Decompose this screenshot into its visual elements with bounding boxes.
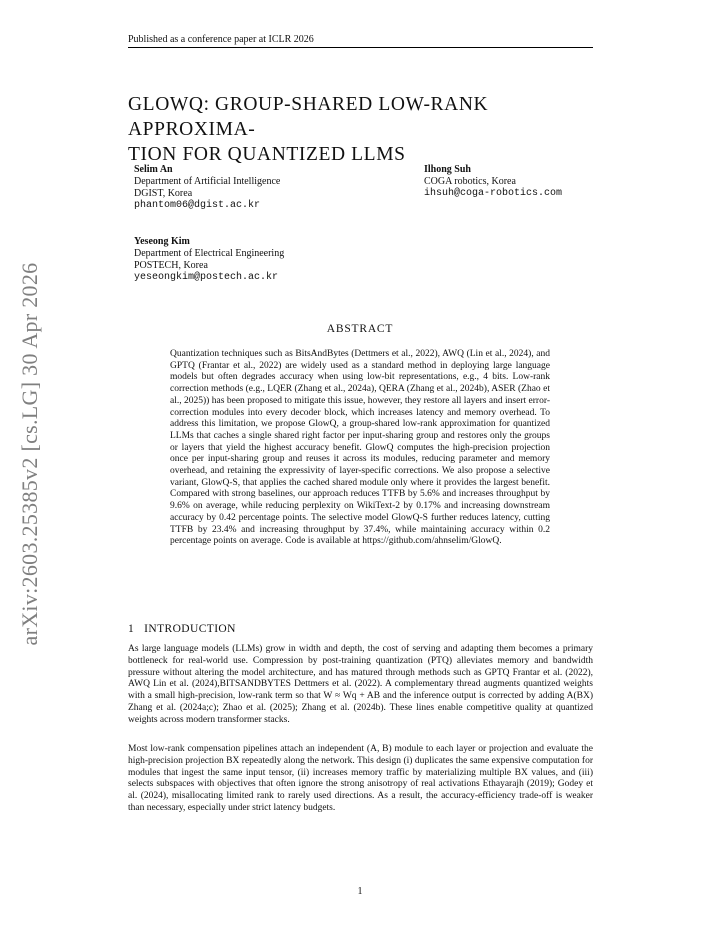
author-affiliation: COGA robotics, Korea xyxy=(424,176,516,187)
author-affiliation: DGIST, Korea xyxy=(134,188,193,199)
intro-paragraph-1: As large language models (LLMs) grow in width and depth, the cost of serving and adapting them becomes a primary bottleneck for real-world use. Compression by post-training quantization (PTQ) alleviates memory and bandwidth pressure without altering the model architecture, and has matured through methods such as GPTQ Frantar et al. (2022), AWQ Lin et al. (2024),BITSANDBYTES Dettmers et al. (2022). A complementary thread augments quantized weights with a small high-precision, low-rank term so that W ≈ Wq + AB and the inference output is corrected by adding A(BX) Zhang et al. (2024a;c); Zhao et al. (2025); Zhang et al. (2024b). These lines enable competitive quality at quantized weights across modern transformer stacks. xyxy=(128,644,593,725)
page-number: 1 xyxy=(357,886,363,897)
abstract-text: Quantization techniques such as BitsAndBytes (Dettmers et al., 2022), AWQ (Lin et al., 2024), and GPTQ (Frantar et al., 2022) are widely used as a standard method in deploying large language models but often degrades accuracy when using low-bit representations, e.g., 4 bits. Low-rank correction methods (e.g., LQER (Zhang et al., 2024a), QERA (Zhang et al., 2024b), ASER (Zhao et al., 2025)) has been proposed to mitigate this issue, however, they restore all layers and insert error-correction modules into every decoder block, which increases latency and memory overhead. To address this limitation, we propose GlowQ, a group-shared low-rank approximation for quantized LLMs that caches a single shared right factor per input-sharing group and restores only the groups or layers that yield the highest accuracy benefit. GlowQ computes the high-precision projection once per input-sharing group and reuses it across its modules, reducing parameter and memory overhead, and retaining the expressivity of layer-specific corrections. We also propose a selective variant, GlowQ-S, that applies the cached shared module only where it provides the largest benefit. Compared with strong baselines, our approach reduces TTFB by 5.6% and increases throughput by 9.6% on average, while reducing perplexity on WikiText-2 by 0.17% and increasing downstream accuracy by 0.42 percentage points. The selective model GlowQ-S further reduces latency, cutting TTFB by 23.4% and increasing throughput by 37.4%, while maintaining accuracy within 0.2 percentage points on average. Code is available at https://github.com/ahnselim/GlowQ. xyxy=(170,349,550,547)
author-name: Ilhong Suh xyxy=(424,164,471,175)
conference-header: Published as a conference paper at ICLR 2026 xyxy=(128,34,593,48)
author-email[interactable]: yeseongkim@postech.ac.kr xyxy=(134,272,279,283)
intro-paragraph-2: Most low-rank compensation pipelines attach an independent (A, B) module to each layer or projection and evaluate the high-precision projection BX repeatedly along the network. This design (i) duplicates the same expensive computation for modules that ingest the same input tensor, (ii) increases memory traffic by materializing multiple BX values, and (iii) selects subspaces with objectives that often ignore the strong anisotropy of real activations Ethayarajh (2019); Godey et al. (2024), misallocating limited rank to rarely used directions. As a result, the accuracy-efficiency trade-off is weaker than necessary, especially under strict latency budgets. xyxy=(128,744,593,813)
section-number: 1 xyxy=(128,623,135,635)
author-affiliation: Department of Artificial Intelligence xyxy=(134,176,281,187)
title-line-1: GLOWQ: GROUP-SHARED LOW-RANK APPROXIMA- xyxy=(128,94,489,140)
paper-title xyxy=(128,92,598,167)
title-line-2: TION FOR QUANTIZED LLMS xyxy=(128,144,406,165)
author-name: Yeseong Kim xyxy=(134,236,190,247)
abstract-heading: ABSTRACT xyxy=(326,323,394,335)
author-block xyxy=(424,164,562,200)
author-block xyxy=(134,236,284,284)
author-affiliation: POSTECH, Korea xyxy=(134,260,208,271)
author-email[interactable]: ihsuh@coga-robotics.com xyxy=(424,188,563,199)
section-heading xyxy=(128,623,236,635)
author-name: Selim An xyxy=(134,164,173,175)
section-title: INTRODUCTION xyxy=(144,623,236,635)
arxiv-id[interactable]: arXiv:2603.25385v2 [cs.LG] 30 Apr 2026 xyxy=(17,262,42,646)
author-affiliation: Department of Electrical Engineering xyxy=(134,248,285,259)
author-block xyxy=(134,164,280,212)
author-email[interactable]: phantom06@dgist.ac.kr xyxy=(134,200,261,211)
